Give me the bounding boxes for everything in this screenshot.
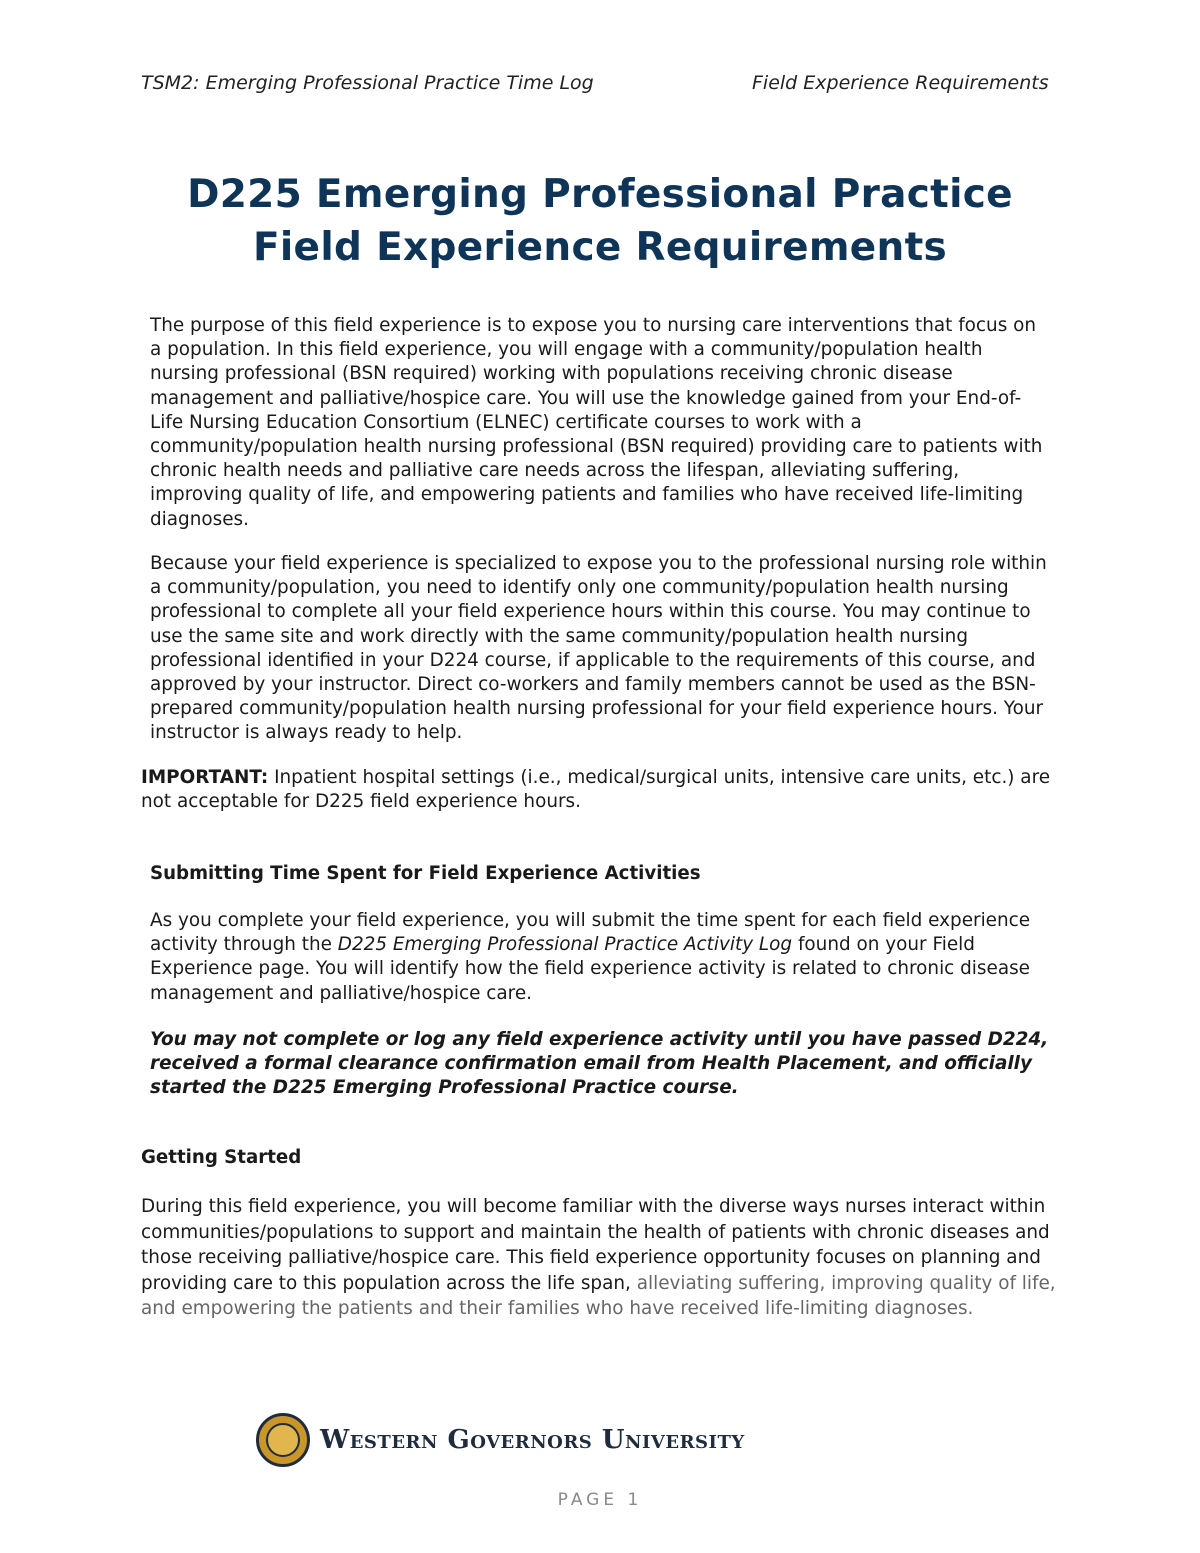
section-heading-getting-started: Getting Started	[141, 1147, 302, 1168]
important-notice	[141, 766, 1061, 814]
important-text: Inpatient hospital settings (i.e., medical/surgical units, intensive care units, etc.) are not acceptable for D225 field experience hours.	[141, 767, 1051, 813]
submitting-text-before: As you complete your field experience, you will submit the time spent for each field experience activity through the	[150, 910, 1031, 956]
getting-started-text-gray: alleviating suffering, improving quality of life, and empowering the patients and their families who have received life-limiting diagnoses.	[141, 1272, 1056, 1319]
header-right-title: Field Experience Requirements	[752, 72, 1049, 94]
important-label: IMPORTANT:	[141, 767, 269, 788]
header-left-title: TSM2: Emerging Professional Practice Time Log	[141, 72, 594, 94]
title-line-2: Field Experience Requirements	[252, 225, 948, 270]
page-number: PAGE 1	[557, 1490, 643, 1510]
section-heading-submitting-time: Submitting Time Spent for Field Experience Activities	[150, 863, 701, 884]
document-title	[0, 168, 1200, 274]
activity-log-title: D225 Emerging Professional Practice Activity Log	[337, 934, 793, 956]
getting-started-text: During this field experience, you will become familiar with the diverse ways nurses interact within communities/populations to support and maintain the health of patients with chronic diseases and those receiving palliative/hospice care. This field experience opportunity focuses on planning and providing care to this population across the life span,	[141, 1196, 1050, 1294]
logging-restriction-notice: You may not complete or log any field experience activity until you have passed D224, received a formal clearance confirmation email from Health Placement, and officially started the D225 Emerging Professional Practice course.	[150, 1029, 1049, 1099]
wgu-logo-text: Western Governors University	[320, 1425, 745, 1455]
getting-started-paragraph	[141, 1194, 1061, 1322]
submitting-text-after: found on your Field Experience page. You will identify how the field experience activity is related to chronic disease management and palliative/hospice care.	[150, 934, 1030, 1004]
field-experience-paragraph: Because your field experience is specialized to expose you to the professional nursing role within a community/population, you need to identify only one community/population health nursing professional to complete all your field experience hours within this course. You may continue to use the same site and work directly with the same community/population health nursing professional identified in your D224 course, if applicable to the requirements of this course, and approved by your instructor. Direct co-workers and family members cannot be used as the BSN-prepared community/population health nursing professional for your field experience hours. Your instructor is always ready to help.	[150, 553, 1047, 744]
submitting-time-paragraph	[150, 909, 1050, 1006]
wgu-seal-icon	[256, 1413, 310, 1467]
wgu-logo	[256, 1412, 745, 1468]
purpose-paragraph: The purpose of this field experience is to expose you to nursing care interventions that focus on a population. In this field experience, you will engage with a community/population health nursing professional (BSN required) working with populations receiving chronic disease management and palliative/hospice care. You will use the knowledge gained from your End-of-Life Nursing Education Consortium (ELNEC) certificate courses to work with a community/population health nursing professional (BSN required) providing care to patients with chronic health needs and palliative care needs across the lifespan, alleviating suffering, improving quality of life, and empowering patients and families who have received life-limiting diagnoses.	[150, 315, 1043, 530]
title-line-1: D225 Emerging Professional Practice	[187, 172, 1013, 217]
